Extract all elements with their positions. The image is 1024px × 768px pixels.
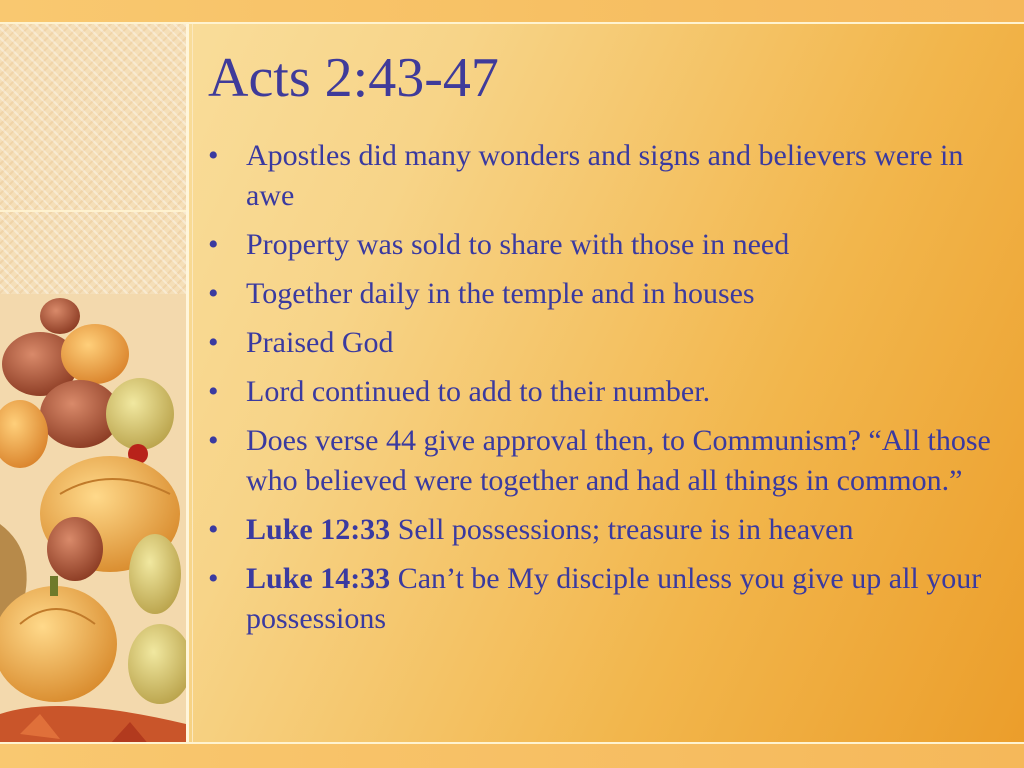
bullet-text: Together daily in the temple and in houses (246, 277, 755, 310)
panel-divider (0, 210, 186, 212)
bullet-text: Does verse 44 give approval then, to Communism? “All those who believed were together and had all things in common.” (246, 424, 991, 497)
bullet-icon: • (208, 424, 219, 457)
bullet-icon: • (208, 228, 219, 261)
bottom-band (0, 744, 1024, 768)
panel-frame-line-inner (192, 24, 193, 742)
bullet-item (206, 323, 996, 363)
bullet-item (206, 421, 996, 501)
bullet-text: Apostles did many wonders and signs and believers were in awe (246, 139, 964, 212)
bullet-text: Property was sold to share with those in need (246, 228, 790, 261)
bullet-icon: • (208, 562, 219, 595)
panel-frame-line (186, 24, 189, 742)
bullet-item (206, 372, 996, 412)
bullet-icon: • (208, 326, 219, 359)
bullet-item (206, 559, 996, 639)
bullet-text: Sell possessions; treasure is in heaven (390, 513, 854, 546)
verse-reference: Luke 12:33 (246, 513, 391, 546)
bullet-icon: • (208, 375, 219, 408)
bullet-list (206, 136, 996, 648)
bullet-text: Lord continued to add to their number. (246, 375, 711, 408)
bullet-item (206, 510, 996, 550)
harvest-cornucopia-image (0, 294, 186, 742)
bullet-item (206, 136, 996, 216)
bullet-icon: • (208, 139, 219, 172)
bullet-icon: • (208, 277, 219, 310)
bullet-item (206, 225, 996, 265)
left-decor-panel (0, 24, 186, 742)
bullet-text: Praised God (246, 326, 394, 359)
bullet-text: Can’t be My disciple unless you give up all your possessions (246, 562, 982, 635)
bullet-item (206, 274, 996, 314)
verse-reference: Luke 14:33 (246, 562, 391, 595)
slide-title: Acts 2:43-47 (208, 47, 499, 109)
bullet-icon: • (208, 513, 219, 546)
top-band (0, 0, 1024, 22)
